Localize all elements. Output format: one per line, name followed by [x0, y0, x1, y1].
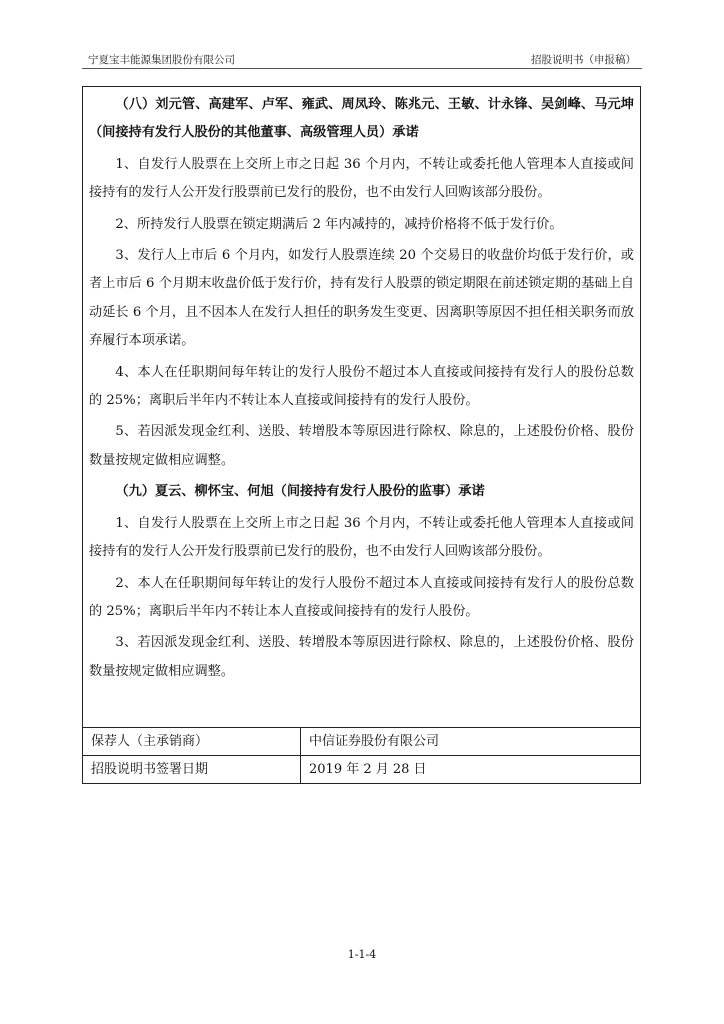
- section-8-para-2: 2、所持发行人股票在锁定期满后 2 年内减持的，减持价格将不低于发行价。: [115, 216, 563, 232]
- section-8-para-3: 3、发行人上市后 6 个月内，如发行人股票连续 20 个交易日的收盘价均低于发行价，或者上市后 6 个月期末收盘价低于发行价，持有发行人股票的锁定期限在前述锁定期的基础上自动延长 6 个月，且不因本人在发行人担任的职务发生变更、因离职等原因不担任相关职务而放弃履行本项承诺。: [89, 248, 634, 349]
- sign-date-value: 2019 年 2 月 28 日: [309, 762, 427, 777]
- table-row-sponsor: [83, 727, 640, 756]
- header-doc-type: 招股说明书（申报稿）: [531, 54, 636, 66]
- table-row-sign-date: [83, 755, 640, 784]
- section-9-para-3: 3、若因派发现金红利、送股、转增股本等原因进行除权、除息的，上述股份价格、股份数量按规定做相应调整。: [89, 635, 634, 679]
- sign-date-label: 招股说明书签署日期: [83, 756, 301, 784]
- header-company: 宁夏宝丰能源集团股份有限公司: [88, 54, 235, 66]
- section-9-para-1: 1、自发行人股票在上交所上市之日起 36 个月内，不转让或委托他人管理本人直接或间接持有的发行人公开发行股票前已发行的股份，也不由发行人回购该部分股份。: [89, 515, 634, 560]
- commitment-content: [89, 91, 634, 689]
- section-8-para-5: 5、若因派发现金红利、送股、转增股本等原因进行除权、除息的，上述股份价格、股份数量按规定做相应调整。: [89, 424, 634, 468]
- commitment-box: [82, 86, 641, 784]
- sponsor-value: 中信证券股份有限公司: [309, 734, 440, 749]
- header-rule: [82, 68, 642, 69]
- section-8-heading: （八）刘元管、高建军、卢军、雍武、周凤玲、陈兆元、王敏、计永锋、吴剑峰、马元坤（间接持有发行人股份的其他董事、高级管理人员）承诺: [89, 97, 634, 141]
- section-9-heading: （九）夏云、柳怀宝、何旭（间接持有发行人股份的监事）承诺: [115, 484, 485, 500]
- section-8-para-1: 1、自发行人股票在上交所上市之日起 36 个月内，不转让或委托他人管理本人直接或间接持有的发行人公开发行股票前已发行的股份，也不由发行人回购该部分股份。: [89, 156, 634, 201]
- section-9-para-2: 2、本人在任职期间每年转让的发行人股份不超过本人直接或间接持有发行人的股份总数的 25%；离职后半年内不转让本人直接或间接持有的发行人股份。: [89, 575, 634, 619]
- section-8-para-4: 4、本人在任职期间每年转让的发行人股份不超过本人直接或间接持有发行人的股份总数的 25%；离职后半年内不转让本人直接或间接持有的发行人股份。: [89, 364, 634, 409]
- sponsor-label: 保荐人（主承销商）: [83, 728, 301, 756]
- page-number: 1-1-4: [347, 948, 377, 961]
- page-header: [82, 52, 642, 66]
